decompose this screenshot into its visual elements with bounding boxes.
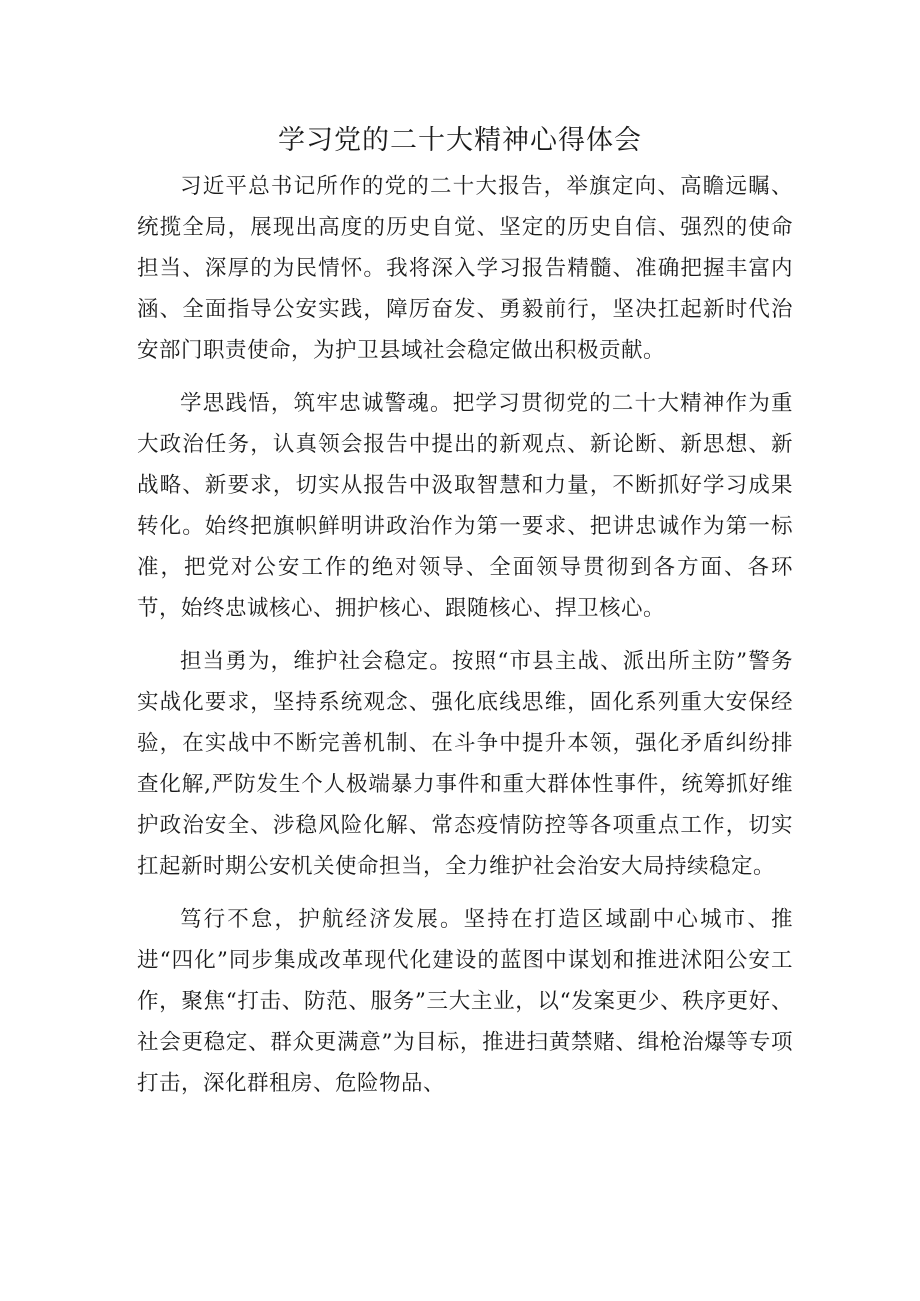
document-body [137, 166, 793, 1104]
document-title: 学习党的二十大精神心得体会 [278, 125, 642, 156]
paragraph-intro: 习近平总书记所作的党的二十大报告，举旗定向、高瞻远瞩、统揽全局，展现出高度的历史自觉、坚定的历史自信、强烈的使命担当、深厚的为民情怀。我将深入学习报告精髓、准确把握丰富内涵、全面指导公安实践，障厉奋发、勇毅前行，坚决扛起新时代治安部门职责使命，为护卫县域社会稳定做出积极贡献。 [137, 174, 793, 363]
paragraph-economy: 笃行不怠，护航经济发展。坚持在打造区域副中心城市、推进“四化”同步集成改革现代化建设的蓝图中谋划和推进沭阳公安工作，聚焦“打击、防范、服务”三大主业，以“发案更少、秩序更好、社会更稳定、群众更满意”为目标，推进扫黄禁赌、缉枪治爆等专项打击，深化群租房、危险物品、 [137, 907, 793, 1096]
paragraph-stability: 担当勇为，维护社会稳定。按照“市县主战、派出所主防”警务实战化要求，坚持系统观念、强化底线思维，固化系列重大安保经验，在实战中不断完善机制、在斗争中提升本领，强化矛盾纠纷排查化解,严防发生个人极端暴力事件和重大群体性事件，统筹抓好维护政治安全、涉稳风险化解、常态疫情防控等各项重点工作，切实扛起新时期公安机关使命担当，全力维护社会治安大局持续稳定。 [137, 649, 793, 879]
paragraph-loyalty: 学思践悟，筑牢忠诚警魂。把学习贯彻党的二十大精神作为重大政治任务，认真领会报告中提出的新观点、新论断、新思想、新战略、新要求，切实从报告中汲取智慧和力量，不断抓好学习成果转化。始终把旗帜鲜明讲政治作为第一要求、把讲忠诚作为第一标准，把党对公安工作的绝对领导、全面领导贯彻到各方面、各环节，始终忠诚核心、拥护核心、跟随核心、捍卫核心。 [137, 391, 793, 621]
